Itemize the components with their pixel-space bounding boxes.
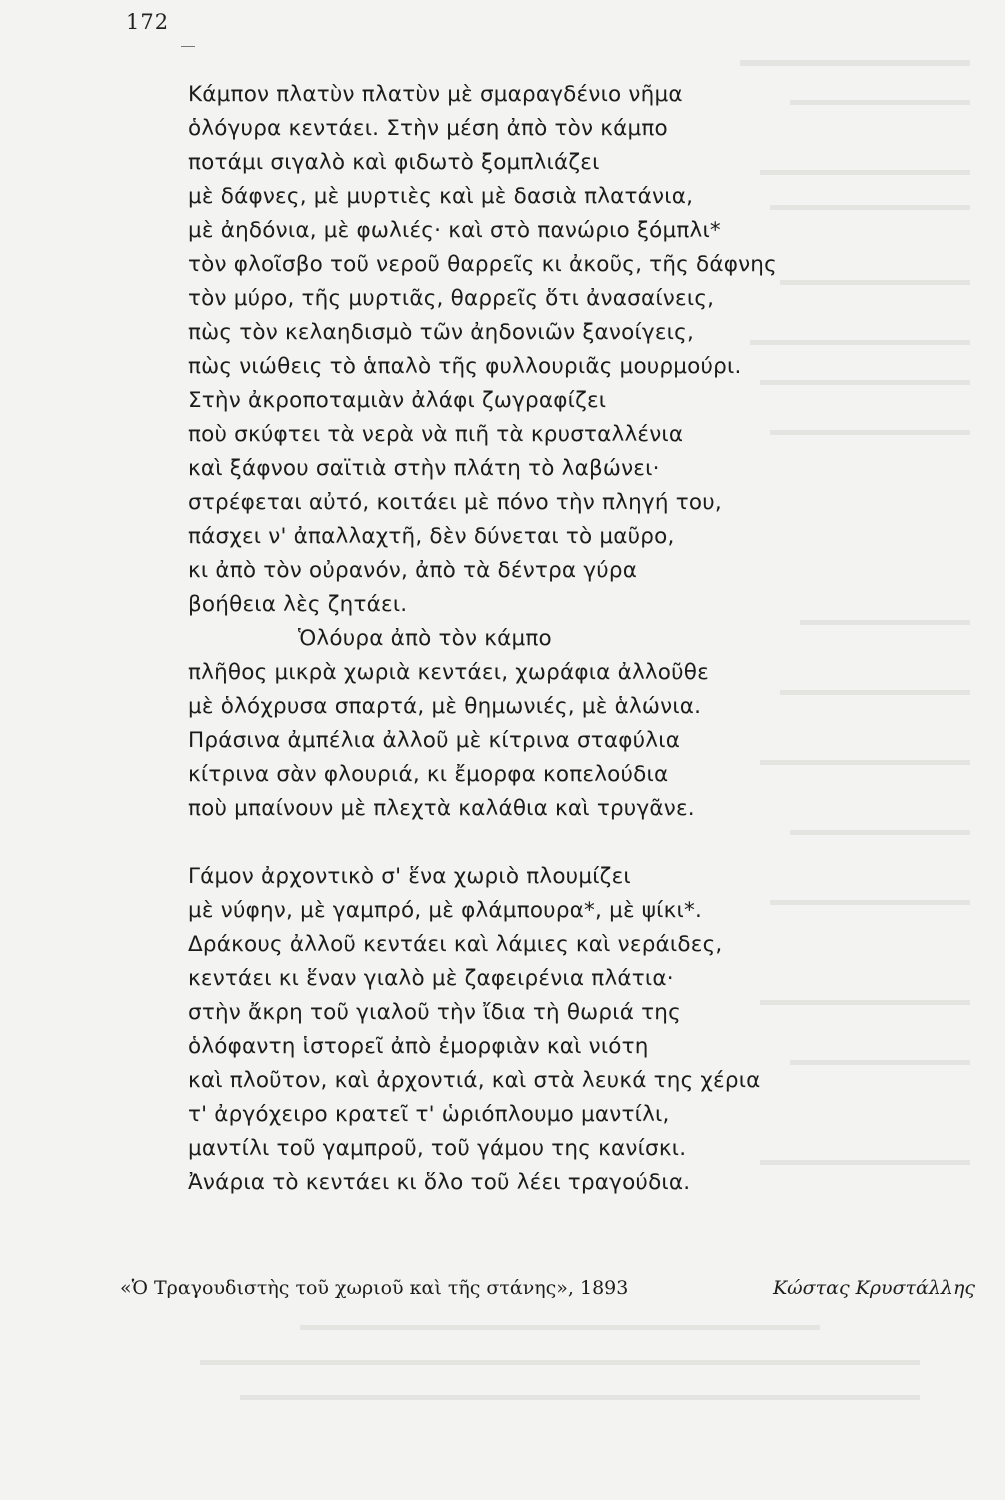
author-name: Κώστας Κρυστάλλης [772, 1277, 975, 1299]
source-citation [120, 1275, 975, 1301]
poem-line: πλῆθος μικρὰ χωριὰ κεντάει, χωράφια ἀλλοῦθε [188, 660, 709, 685]
stanza-gap [188, 826, 968, 860]
poem-line: πὼς νιώθεις τὸ ἁπαλὸ τῆς φυλλουριᾶς μουρμούρι. [188, 354, 742, 379]
poem-line: ποὺ μπαίνουν μὲ πλεχτὰ καλάθια καὶ τρυγᾶνε. [188, 796, 695, 821]
poem-line: Ἀνάρια τὸ κεντάει κι ὅλο τοῦ λέει τραγούδια. [188, 1170, 691, 1195]
poem-line: Δράκους ἀλλοῦ κεντάει καὶ λάμιες καὶ νεράιδες, [188, 932, 723, 957]
poem-line: μὲ δάφνες, μὲ μυρτιὲς καὶ μὲ δασιὰ πλατάνια, [188, 184, 694, 209]
poem-line: κι ἀπὸ τὸν οὐρανόν, ἀπὸ τὰ δέντρα γύρα [188, 558, 638, 583]
poem-line: Γάμον ἀρχοντικὸ σ' ἕνα χωριὸ πλουμίζει [188, 864, 631, 889]
poem-line: καὶ ξάφνου σαϊτιὰ στὴν πλάτη τὸ λαβώνει· [188, 456, 660, 481]
poem-line: κίτρινα σὰν φλουριά, κι ἔμορφα κοπελούδια [188, 762, 669, 787]
poem-line: βοήθεια λὲς ζητάει. [188, 592, 408, 617]
poem-line: μαντίλι τοῦ γαμπροῦ, τοῦ γάμου της κανίσκι. [188, 1136, 687, 1161]
poem-stanza-2 [188, 860, 968, 1200]
poem-line: ποὺ σκύφτει τὰ νερὰ νὰ πιῆ τὰ κρυσταλλένια [188, 422, 684, 447]
poem [188, 78, 968, 1200]
poem-line: ποτάμι σιγαλὸ καὶ φιδωτὸ ξομπλιάζει [188, 150, 600, 175]
poem-line: Στὴν ἀκροποταμιὰν ἀλάφι ζωγραφίζει [188, 388, 607, 413]
poem-line: ὁλόγυρα κεντάει. Στὴν μέση ἀπὸ τὸν κάμπο [188, 116, 668, 141]
poem-line: τὸν μύρο, τῆς μυρτιᾶς, θαρρεῖς ὅτι ἀνασαίνεις, [188, 286, 715, 311]
poem-line: καὶ πλοῦτον, καὶ ἀρχοντιά, καὶ στὰ λευκά της χέρια [188, 1068, 761, 1093]
poem-line: κεντάει κι ἕναν γιαλὸ μὲ ζαφειρένια πλάτια· [188, 966, 674, 991]
poem-line: Κάμπον πλατὺν πλατὺν μὲ σμαραγδένιο νῆμα [188, 82, 683, 107]
poem-line: στὴν ἄκρη τοῦ γιαλοῦ τὴν ἴδια τὴ θωριά της [188, 1000, 681, 1025]
page-number-rule [181, 46, 195, 47]
poem-line: μὲ ἀηδόνια, μὲ φωλιές· καὶ στὸ πανώριο ξόμπλι* [188, 218, 721, 243]
page-number: 172 [126, 10, 170, 34]
poem-line: ὁλόφαντη ἱστορεῖ ἀπὸ ἐμορφιὰν καὶ νιότη [188, 1034, 649, 1059]
poem-line: πάσχει ν' ἀπαλλαχτῆ, δὲν δύνεται τὸ μαῦρο, [188, 524, 675, 549]
poem-line: πὼς τὸν κελαηδισμὸ τῶν ἀηδονιῶν ξανοίγεις, [188, 320, 694, 345]
poem-line: μὲ νύφην, μὲ γαμπρό, μὲ φλάμπουρα*, μὲ ψίκι*. [188, 898, 702, 923]
poem-stanza-1 [188, 78, 968, 826]
poem-line: τ' ἀργόχειρο κρατεῖ τ' ὡριόπλουμο μαντίλι, [188, 1102, 670, 1127]
poem-line: Ὁλόυρα ἀπὸ τὸν κάμπο [298, 626, 552, 651]
poem-line: τὸν φλοῖσβο τοῦ νεροῦ θαρρεῖς κι ἀκοῦς, τῆς δάφνης [188, 252, 777, 277]
poem-line: Πράσινα ἀμπέλια ἀλλοῦ μὲ κίτρινα σταφύλια [188, 728, 681, 753]
poem-line: στρέφεται αὐτό, κοιτάει μὲ πόνο τὴν πληγή του, [188, 490, 722, 515]
source-title: «Ὁ Τραγουδιστὴς τοῦ χωριοῦ καὶ τῆς στάνης», 1893 [120, 1277, 629, 1299]
poem-line: μὲ ὁλόχρυσα σπαρτά, μὲ θημωνιές, μὲ ἁλώνια. [188, 694, 702, 719]
